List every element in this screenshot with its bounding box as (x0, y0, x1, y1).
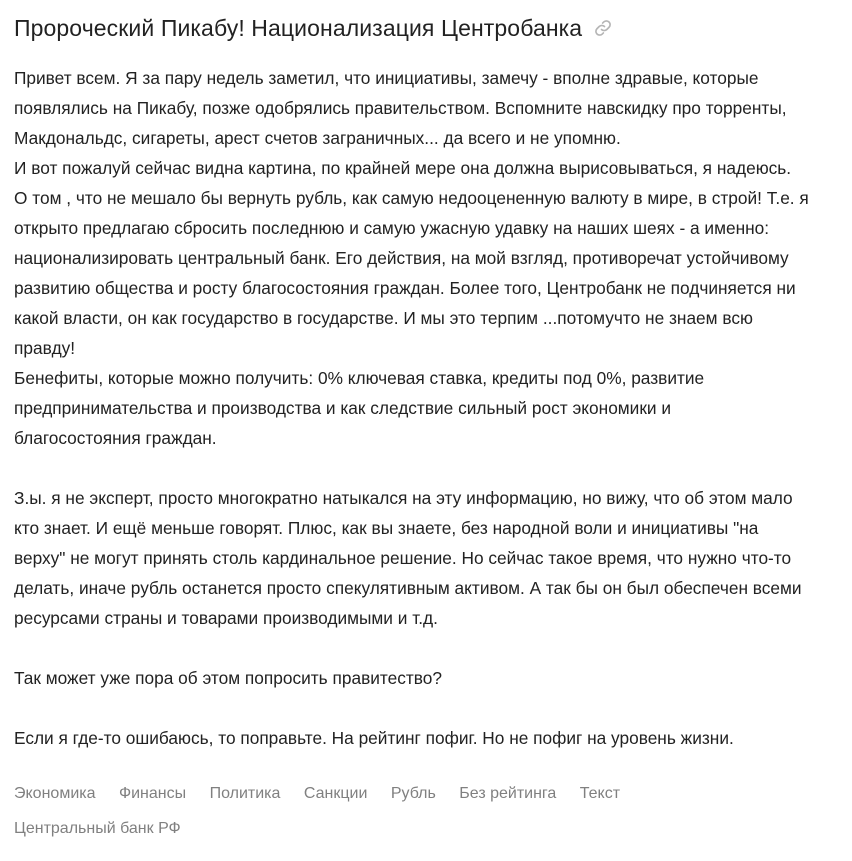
body-line: И вот пожалуй сейчас видна картина, по крайней мере она должна вырисовываться, я надеюсь. (14, 158, 792, 178)
paragraph-gap (14, 693, 840, 723)
body-line: открыто предлагаю сбросить последнюю и самую ужасную удавку на наших шеях - а именно: (14, 218, 770, 238)
body-line: национализировать центральный банк. Его действия, на мой взгляд, противоречат устойчивому (14, 248, 789, 268)
link-icon[interactable] (594, 19, 612, 37)
body-line: делать, иначе рубль останется просто спекулятивным активом. А так бы он был обеспечен всеми (14, 578, 802, 598)
body-line: появлялись на Пикабу, позже одобрялись правительством. Вспомните навскидку про торренты, (14, 98, 787, 118)
body-line: кто знает. И ещё меньше говорят. Плюс, как вы знаете, без народной воли и инициативы "на (14, 518, 759, 538)
story-body (14, 63, 840, 753)
tag-row (14, 776, 840, 811)
body-line: Макдональдс, сигареты, арест счетов заграничных... да всего и не упомню. (14, 128, 621, 148)
body-line: Бенефиты, которые можно получить: 0% ключевая ставка, кредиты под 0%, развитие (14, 368, 705, 388)
body-line: верху" не могут принять столь кардинальное решение. Но сейчас такое время, что нужно что-то (14, 548, 792, 568)
tag-text[interactable]: Текст (579, 785, 621, 802)
tag-row (14, 811, 840, 846)
paragraph-gap (14, 633, 840, 663)
tag-list (14, 776, 840, 846)
body-line: правду! (14, 338, 76, 358)
tag-ruble[interactable]: Рубль (390, 785, 436, 802)
body-line: благосостояния граждан. (14, 428, 217, 448)
story-title-row (14, 12, 612, 44)
tag-economy[interactable]: Экономика (14, 785, 96, 802)
tag-sanctions[interactable]: Санкции (303, 785, 368, 802)
body-line: какой власти, он как государство в государстве. И мы это терпим ...потомучто не знаем всю (14, 308, 753, 328)
body-line: развитию общества и росту благосостояния граждан. Более того, Центробанк не подчиняется ни (14, 278, 796, 298)
body-line: предпринимательства и производства и как следствие сильный рост экономики и (14, 398, 672, 418)
final-paragraph: Если я где-то ошибаюсь, то поправьте. На рейтинг пофиг. Но не пофиг на уровень жизни. (14, 728, 734, 748)
body-line: Привет всем. Я за пару недель заметил, что инициативы, замечу - вполне здравые, которые (14, 68, 759, 88)
question-paragraph: Так может уже пора об этом попросить правитество? (14, 668, 442, 688)
tag-central-bank[interactable]: Центральный банк РФ (14, 820, 181, 837)
tag-no-rating[interactable]: Без рейтинга (459, 785, 557, 802)
body-line: З.ы. я не эксперт, просто многократно натыкался на эту информацию, но вижу, что об этом мало (14, 488, 793, 508)
story-title[interactable]: Пророческий Пикабу! Национализация Центробанка (14, 14, 583, 41)
paragraph-gap (14, 453, 840, 483)
body-line: О том , что не мешало бы вернуть рубль, как самую недооцененную валюту в мире, в строй! Т.е. я (14, 188, 809, 208)
tag-politics[interactable]: Политика (209, 785, 281, 802)
body-line: ресурсами страны и товарами производимыми и т.д. (14, 608, 438, 628)
tag-finance[interactable]: Финансы (118, 785, 187, 802)
